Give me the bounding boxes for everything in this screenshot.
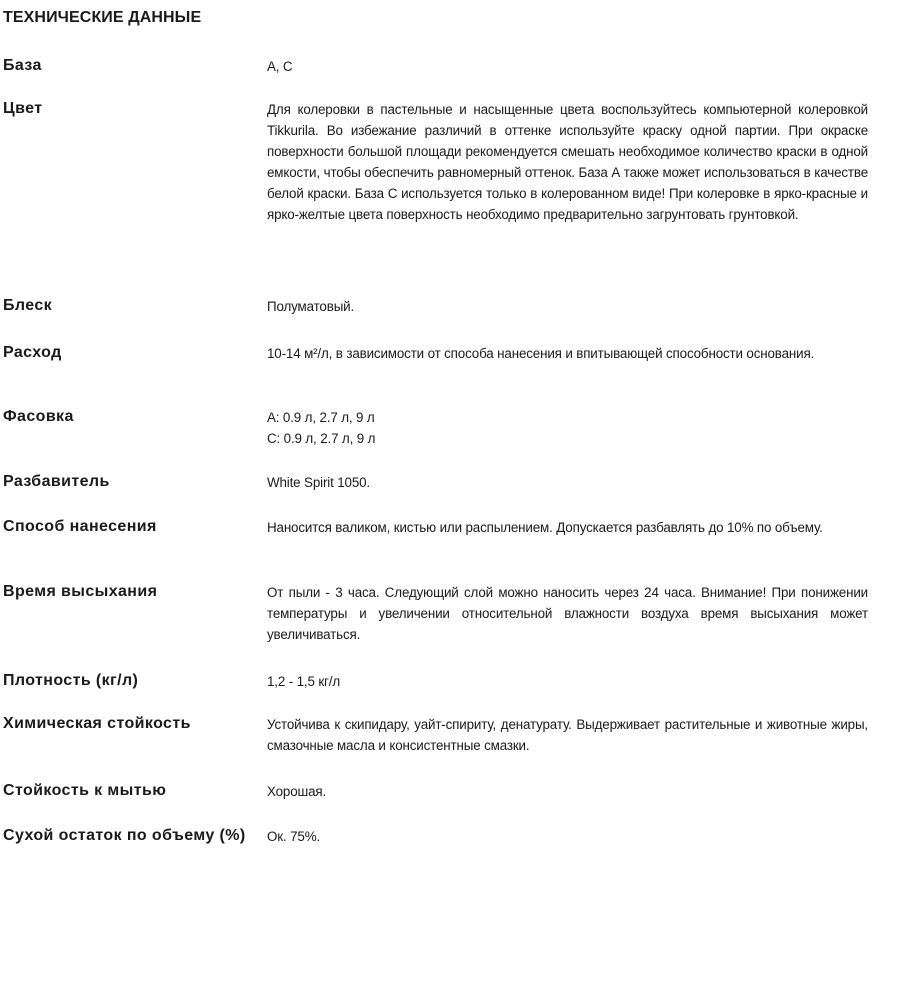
row-label: База	[3, 57, 42, 74]
row-label: Блеск	[3, 297, 53, 314]
row-label: Расход	[3, 344, 62, 361]
row-value: 1,2 - 1,5 кг/л	[267, 674, 341, 689]
row-label: Разбавитель	[3, 473, 110, 490]
row-value: Хорошая.	[267, 784, 327, 799]
row-label: Фасовка	[3, 408, 74, 425]
row-value: От пыли - 3 часа. Следующий слой можно наносить через 24 часа. Внимание! При понижении температуры и увеличении относительной влажности воздуха время высыхания может увеличиваться.	[267, 585, 868, 642]
packaging-line-a: A: 0.9 л, 2.7 л, 9 л	[267, 410, 375, 425]
row-value	[267, 407, 868, 449]
row-value: White Spirit 1050.	[267, 475, 370, 490]
row-value: Наносится валиком, кистью или распылением. Допускается разбавлять до 10% по объему.	[267, 520, 823, 535]
row-label: Цвет	[3, 100, 43, 117]
page-title: ТЕХНИЧЕСКИЕ ДАННЫЕ	[3, 9, 202, 26]
row-label: Сухой остаток по объему (%)	[3, 827, 246, 844]
row-label: Химическая стойкость	[3, 715, 191, 732]
row-value: Для колеровки в пастельные и насыщенные цвета воспользуйтесь компьютерной колеровкой Tikkurila. Во избежание различий в оттенке используйте краску одной партии. При окраске поверхности большой площади рекомендуется смешать необходимое количество краски в одной емкости, чтобы обеспечить равномерный оттенок. База А также может использоваться в качестве белой краски. База С используется только в колерованном виде! При колеровке в ярко-красные и ярко-желтые цвета поверхность необходимо предварительно загрунтовать грунтовкой.	[267, 102, 868, 222]
row-label: Плотность (кг/л)	[3, 672, 139, 689]
packaging-line-c: C: 0.9 л, 2.7 л, 9 л	[267, 431, 376, 446]
row-value: 10-14 м²/л, в зависимости от способа нанесения и впитывающей способности основания.	[267, 346, 815, 361]
row-value: Устойчива к скипидару, уайт-спириту, денатурату. Выдерживает растительные и животные жиры, смазочные масла и консистентные смазки.	[267, 717, 868, 753]
row-label: Время высыхания	[3, 583, 158, 600]
row-value: A, C	[267, 59, 293, 74]
row-label: Стойкость к мытью	[3, 782, 167, 799]
row-value: Ок. 75%.	[267, 829, 321, 844]
row-label: Способ нанесения	[3, 518, 157, 535]
row-value: Полуматовый.	[267, 299, 355, 314]
